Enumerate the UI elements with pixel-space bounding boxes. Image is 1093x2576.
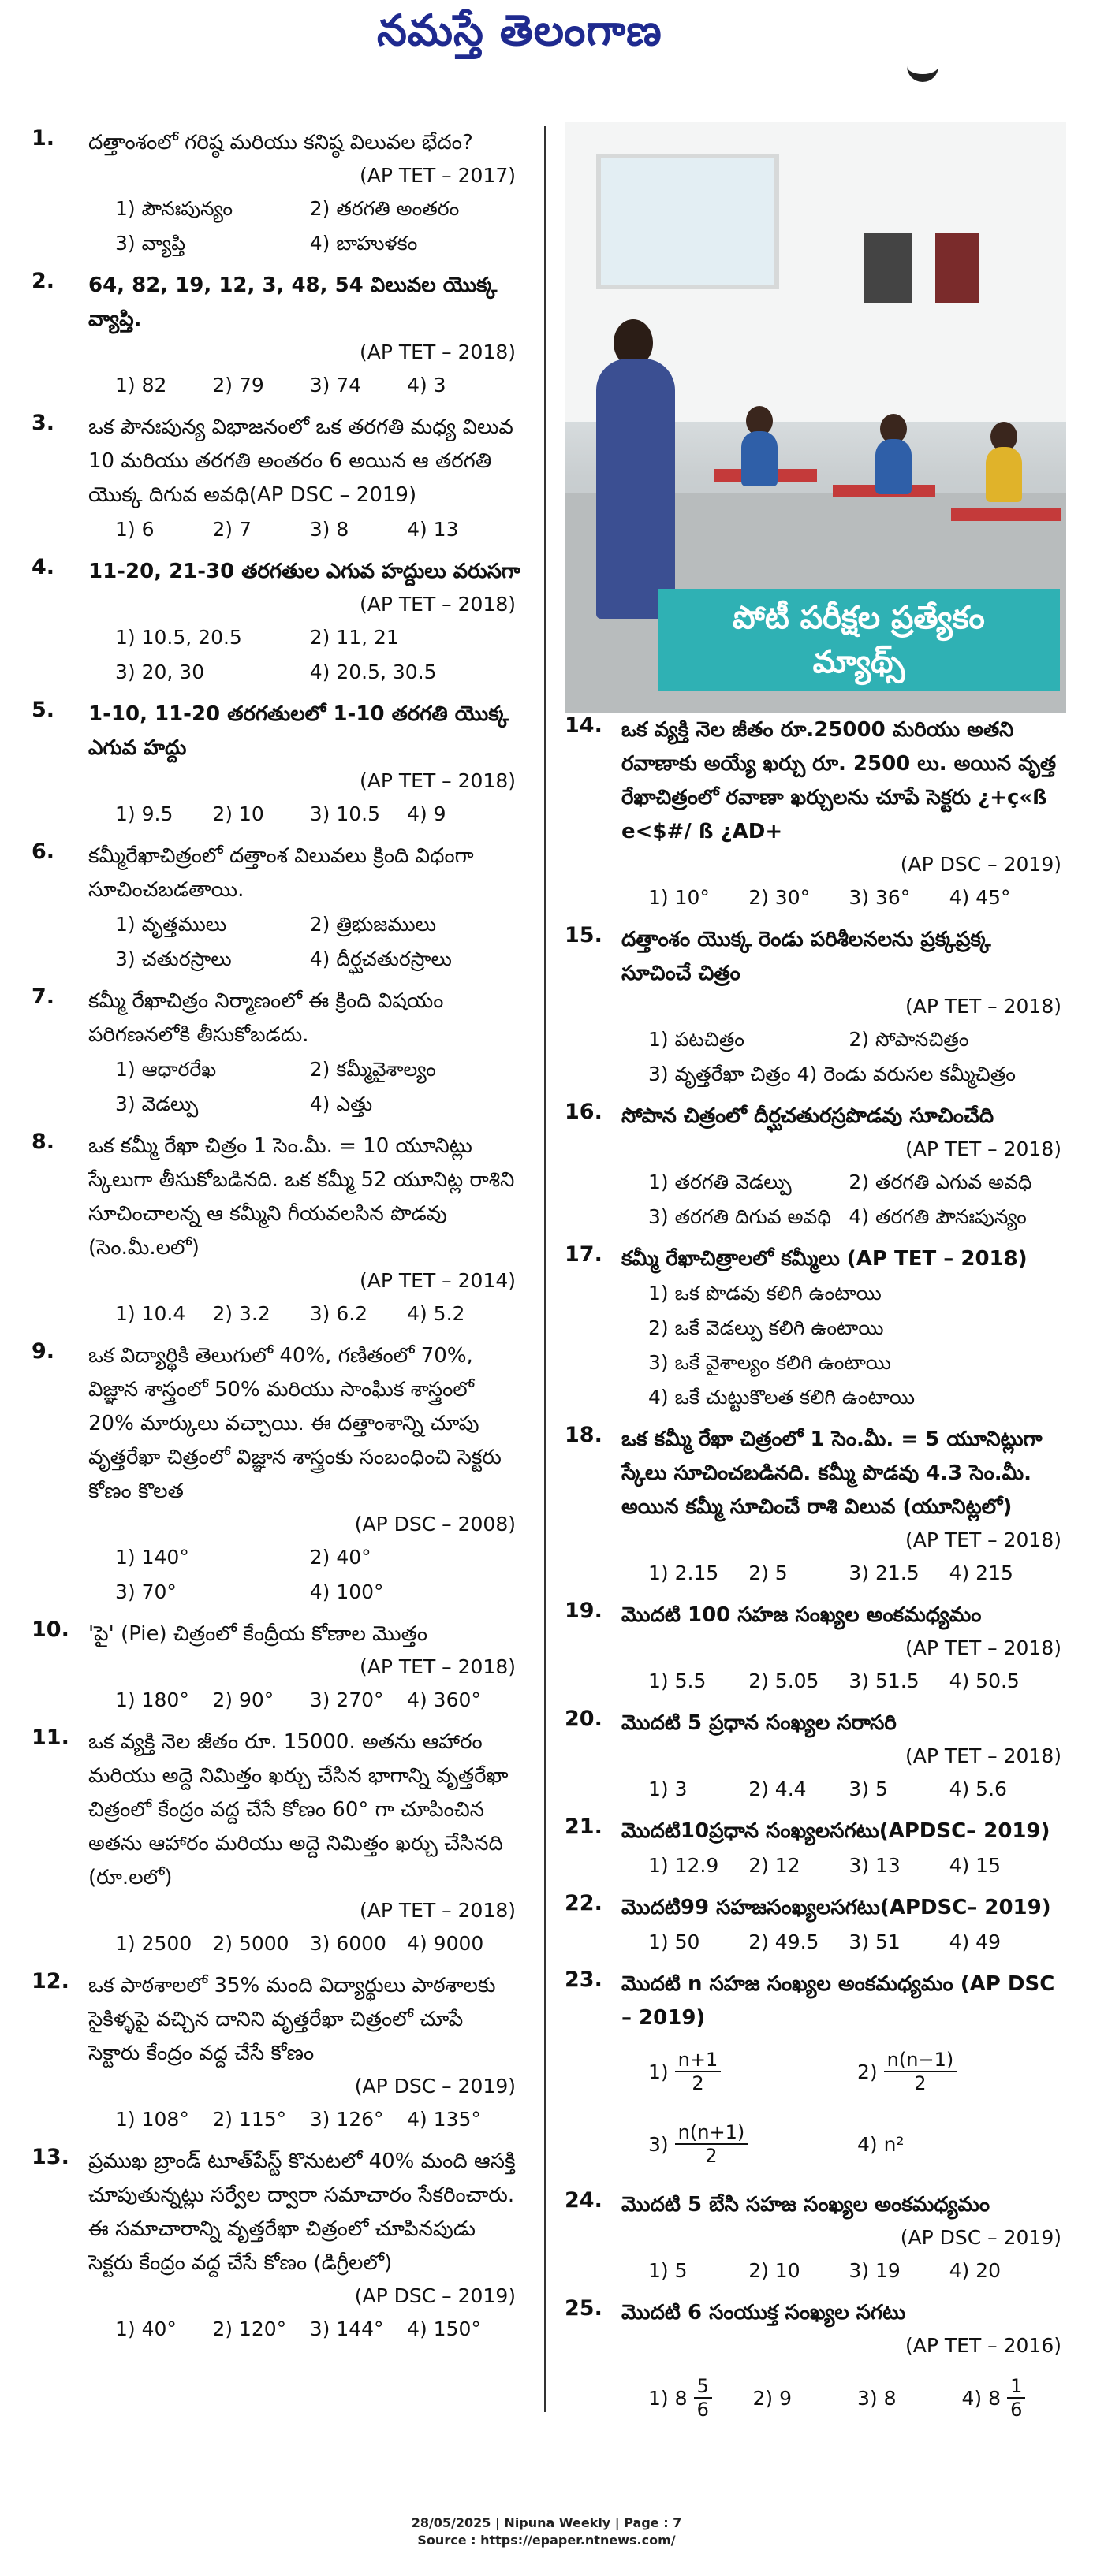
question-item	[565, 1815, 1066, 1883]
option: 4) ఒకే చుట్టుకొలత కలిగి ఉంటాయి	[648, 1386, 916, 1409]
option: 4) 50.5	[949, 1670, 1020, 1692]
question-number: 22.	[565, 1891, 602, 1915]
question-options	[88, 2102, 520, 2137]
question-item	[32, 411, 520, 547]
question-number: 9.	[32, 1339, 55, 1364]
option: 3) వృత్తరేఖా చిత్రం 4) రెండు వరుసల కమ్మీచిత్రం	[648, 1063, 1016, 1085]
option: 1) 6	[115, 518, 155, 541]
option: 1) 10.4	[115, 1302, 186, 1325]
question-stem: దత్తాంశంలో గరిష్ఠ మరియు కనిష్ఠ విలువల భేదం?	[88, 131, 473, 154]
question-options	[88, 192, 520, 261]
page-footer	[0, 2515, 1093, 2549]
question-options	[88, 797, 520, 832]
option: 3) 126°	[309, 2108, 384, 2131]
question-source: (AP TET – 2018)	[360, 593, 516, 616]
question-body	[88, 1617, 520, 1718]
question-item	[32, 985, 520, 1122]
page-corner-mark	[907, 54, 938, 82]
question-body	[88, 411, 520, 547]
question-stem: ఒక విద్యార్థికి తెలుగులో 40%, గణితంలో 70%, విజ్ఞాన శాస్త్రంలో 50% మరియు సాంఘిక శాస్త్రంలో 20% మార్కులు వచ్చాయి. ఈ దత్తాంశాన్ని చూపు వృత్తరేఖా చిత్రంలో విజ్ఞాన శాస్త్రంకు సంబంధించి సెక్టరు కోణం కొలత	[88, 1344, 502, 1503]
option-label: 1)	[648, 2386, 669, 2410]
option: 1) 180°	[115, 1688, 189, 1711]
question-options	[88, 1926, 520, 1961]
question-item	[565, 1599, 1066, 1699]
option: 4) 49	[949, 1930, 1001, 1953]
question-24	[565, 2188, 1066, 2288]
option: 2) 5	[748, 1562, 788, 1584]
option: 3) 20, 30	[115, 661, 205, 683]
question-body	[88, 269, 520, 403]
question-item	[565, 1242, 1066, 1415]
question-source: (AP TET – 2018)	[905, 995, 1061, 1018]
option: 4) 3	[407, 374, 446, 396]
photo-student	[986, 447, 1022, 502]
question-number: 25.	[565, 2296, 602, 2321]
question-stem: ఒక పాఠశాలలో 35% మంది విద్యార్థులు పాఠశాలకు సైకిళ్ళపై వచ్చిన దానిని వృత్తరేఖా చిత్రంలో చూపే సెక్టారు కేంద్రం వద్ద చేసే కోణం	[88, 1974, 496, 2065]
question-body	[621, 1707, 1066, 1807]
question-stem: ఒక కమ్మీ రేఖా చిత్రంలో 1 సెం.మీ. = 5 యూనిట్లుగా స్కేలు సూచించబడినది. కమ్మీ పొడవు 4.3 సెం.మీ. అయిన కమ్మీ సూచించే రాశి విలువ (యూనిట్లలో)	[621, 1428, 1043, 1519]
option-text: 3) 8	[857, 2386, 897, 2410]
fraction	[1007, 2375, 1025, 2421]
question-stem: కమ్మీరేఖాచిత్రంలో దత్తాంశ విలువలు క్రింది విధంగా సూచించబడతాయి.	[88, 844, 474, 902]
question-body	[621, 1599, 1066, 1699]
question-stem: మొదటి99 సహజసంఖ్యలసగటు(APDSC– 2019)	[621, 1896, 1051, 1919]
option: 1) 12.9	[648, 1854, 719, 1877]
option: 3) 13	[849, 1854, 901, 1877]
question-options	[621, 2362, 1066, 2434]
fraction-denominator: 6	[696, 2399, 709, 2421]
question-number: 13.	[32, 2145, 69, 2169]
option: 2) కమ్మీవైశాల్యం	[309, 1058, 436, 1081]
option: 4) ఎత్తు	[309, 1093, 373, 1115]
question-number: 1.	[32, 126, 55, 151]
photo-student	[875, 439, 912, 494]
option	[648, 2108, 857, 2180]
question-25	[565, 2296, 1066, 2434]
question-stem: దత్తాంశం యొక్క రెండు పరిశీలనలను ప్రక్కప్రక్క సూచించే చిత్రం	[621, 928, 991, 985]
mixed-whole: 8	[988, 2386, 1002, 2410]
option: 2) 10	[212, 802, 264, 825]
option: 2) 49.5	[748, 1930, 819, 1953]
question-options	[88, 512, 520, 547]
question-source: (AP TET – 2017)	[360, 164, 516, 187]
question-source: (AP DSC – 2019)	[900, 2226, 1061, 2249]
section-banner	[658, 589, 1060, 691]
question-item	[565, 1423, 1066, 1591]
question-source: (AP DSC – 2008)	[354, 1513, 516, 1536]
question-body	[88, 126, 520, 261]
question-number: 18.	[565, 1423, 602, 1447]
option: 3) వెడల్పు	[115, 1093, 199, 1115]
question-stem: కమ్మీ రేఖాచిత్రాలలో కమ్మీలు (AP TET – 2018)	[621, 1247, 1028, 1271]
question-number: 8.	[32, 1130, 55, 1154]
question-options	[88, 620, 520, 690]
option: 4) 13	[407, 518, 459, 541]
mixed-whole: 8	[674, 2386, 688, 2410]
classroom-photo	[565, 122, 1066, 713]
question-body	[621, 2296, 1066, 2434]
option: 3) 36°	[849, 886, 911, 909]
question-stem: ప్రముఖ బ్రాండ్ టూత్‌పేస్ట్ కొనుటలో 40% మంది ఆసక్తి చూపుతున్నట్లు సర్వేల ద్వారా సమాచారం సేకరించారు. ఈ సమాచారాన్ని వృత్తరేఖా చిత్రంలో చూపినపుడు సెక్టరు కేంద్రం వద్ద చేసే కోణం (డిగ్రీలలో)	[88, 2150, 516, 2275]
option-text: n²	[883, 2132, 905, 2156]
option: 2) 5000	[212, 1932, 289, 1955]
option: 4) 360°	[407, 1688, 481, 1711]
option-text: 2) 9	[752, 2386, 793, 2410]
question-number: 17.	[565, 1242, 602, 1267]
question-source: (AP DSC – 2019)	[354, 2284, 516, 2307]
question-stem: మొదటి 100 సహజ సంఖ్యల అంకమధ్యమం	[621, 1603, 982, 1627]
question-body	[88, 1725, 520, 1961]
question-stem: 1-10, 11-20 తరగతులలో 1-10 తరగతి యొక్క ఎగువ హద్దు	[88, 702, 509, 760]
question-source: (AP TET – 2016)	[905, 2334, 1061, 2357]
option: 4) 5.6	[949, 1778, 1007, 1800]
option: 3) 6000	[309, 1932, 386, 1955]
question-source: (AP DSC – 2019)	[354, 2075, 516, 2098]
newspaper-logo: నమస్తే తెలంగాణ	[377, 5, 662, 55]
option	[857, 2108, 1066, 2180]
question-options	[621, 1165, 1066, 1234]
question-stem: మొదటి10ప్రధాన సంఖ్యలసగటు(APDSC– 2019)	[621, 1819, 1050, 1843]
question-stem: మొదటి 6 సంయుక్త సంఖ్యల సగటు	[621, 2301, 906, 2325]
question-stem: 11-20, 21-30 తరగతుల ఎగువ హద్దులు వరుసగా	[88, 560, 520, 583]
option-label: 4)	[857, 2132, 878, 2156]
question-number: 15.	[565, 923, 602, 947]
option: 4) దీర్ఘచతురస్రాలు	[309, 947, 452, 970]
option: 3) 10.5	[309, 802, 380, 825]
option	[753, 2362, 858, 2434]
question-number: 10.	[32, 1617, 69, 1642]
photo-poster	[935, 233, 979, 303]
question-item	[565, 1100, 1066, 1234]
option: 3) ఒకే వైశాల్యం కలిగి ఉంటాయి	[648, 1351, 891, 1374]
question-item	[32, 1617, 520, 1718]
photo-teacher	[596, 359, 675, 619]
option: 1) 5	[648, 2259, 688, 2282]
option: 2) 90°	[212, 1688, 274, 1711]
question-source: (AP TET – 2018)	[905, 1744, 1061, 1767]
fraction-denominator: 2	[692, 2072, 704, 2094]
question-body	[88, 2145, 520, 2347]
question-body	[88, 555, 520, 690]
option: 2) త్రిభుజములు	[309, 913, 437, 936]
question-options	[621, 1664, 1066, 1699]
option: 1) వృత్తములు	[115, 913, 227, 936]
question-stem: మొదటి 5 బేసి సహజ సంఖ్యల అంకమధ్యమం	[621, 2193, 990, 2217]
question-source: (AP TET – 2014)	[360, 1269, 516, 1292]
option: 3) 21.5	[849, 1562, 920, 1584]
option: 4) 215	[949, 1562, 1013, 1584]
question-body	[88, 1969, 520, 2137]
question-item	[32, 1969, 520, 2137]
question-source: (AP TET – 2018)	[360, 1899, 516, 1922]
option: 3) 70°	[115, 1580, 177, 1603]
option	[962, 2362, 1067, 2434]
question-stem: సోపాన చిత్రంలో దీర్ఘచతురస్రపొడవు సూచించేది	[621, 1104, 994, 1128]
question-number: 16.	[565, 1100, 602, 1124]
option: 4) 15	[949, 1854, 1001, 1877]
fraction-numerator: 1	[1007, 2375, 1025, 2399]
option: 4) బాహుళకం	[309, 232, 418, 255]
option: 2) 7	[212, 518, 252, 541]
option: 2) 79	[212, 374, 264, 396]
option: 2) 10	[748, 2259, 800, 2282]
option: 1) 10.5, 20.5	[115, 626, 242, 649]
question-source: (AP TET – 2018)	[360, 1655, 516, 1678]
question-options	[88, 368, 520, 403]
option: 4) 9	[407, 802, 446, 825]
fraction-numerator: n(n+1)	[675, 2121, 748, 2145]
option: 3) 74	[309, 374, 362, 396]
question-options	[621, 1022, 1066, 1092]
option: 3) 51	[849, 1930, 901, 1953]
question-item	[32, 269, 520, 403]
question-item	[32, 1725, 520, 1961]
option: 3) 6.2	[309, 1302, 368, 1325]
question-number: 23.	[565, 1967, 602, 1992]
option: 4) 150°	[407, 2317, 481, 2340]
footer-source-line: Source : https://epaper.ntnews.com/	[417, 2533, 676, 2548]
option: 4) 20	[949, 2259, 1001, 2282]
question-body	[621, 1100, 1066, 1234]
option: 2) 3.2	[212, 1302, 270, 1325]
column-divider	[544, 126, 546, 2412]
option: 4) 135°	[407, 2108, 481, 2131]
question-stem: మొదటి 5 ప్రధాన సంఖ్యల సరాసరి	[621, 1711, 897, 1735]
question-number: 14.	[565, 713, 602, 738]
question-stem: కమ్మీ రేఖాచిత్రం నిర్మాణంలో ఈ క్రింది విషయం పరిగణనలోకి తీసుకోబడదు.	[88, 989, 444, 1047]
question-item	[32, 2145, 520, 2347]
option-label: 2)	[857, 2060, 878, 2083]
option: 3) వ్యాప్తి	[115, 232, 186, 255]
option: 1) 3	[648, 1778, 688, 1800]
photo-poster	[864, 233, 912, 303]
option	[648, 2362, 753, 2434]
question-number: 4.	[32, 555, 55, 579]
option: 1) పౌనఃపున్యం	[115, 197, 233, 220]
option: 2) తరగతి అంతరం	[309, 197, 460, 220]
option: 1) ఆధారరేఖ	[115, 1058, 217, 1081]
question-source: (AP TET – 2018)	[360, 769, 516, 792]
option: 1) పటచిత్రం	[648, 1028, 744, 1051]
option: 4) తరగతి పౌనఃపున్యం	[849, 1205, 1027, 1228]
question-options	[621, 880, 1066, 915]
option: 3) 5	[849, 1778, 888, 1800]
question-options	[88, 1540, 520, 1610]
option: 2) 5.05	[748, 1670, 819, 1692]
option: 2) 115°	[212, 2108, 287, 2131]
option: 1) 40°	[115, 2317, 177, 2340]
fraction	[884, 2049, 957, 2094]
option: 4) 9000	[407, 1932, 484, 1955]
question-number: 5.	[32, 698, 55, 722]
question-item	[32, 839, 520, 977]
question-item	[565, 1707, 1066, 1807]
option: 3) 270°	[309, 1688, 384, 1711]
question-body	[621, 1815, 1066, 1883]
question-item	[565, 923, 1066, 1092]
question-number: 20.	[565, 1707, 602, 1731]
question-options	[88, 1052, 520, 1122]
question-options	[88, 1683, 520, 1718]
question-options	[621, 1556, 1066, 1591]
option: 3) చతురస్రాలు	[115, 947, 232, 970]
photo-window	[596, 154, 779, 289]
question-number: 7.	[32, 985, 55, 1009]
question-options	[621, 2035, 1066, 2180]
masthead	[0, 0, 1093, 71]
option: 1) 108°	[115, 2108, 189, 2131]
option: 3) తరగతి దిగువ అవధి	[648, 1205, 831, 1228]
option: 1) 82	[115, 374, 167, 396]
option: 2) 120°	[212, 2317, 287, 2340]
question-number: 6.	[32, 839, 55, 864]
question-options	[621, 1772, 1066, 1807]
option: 3) 8	[309, 518, 349, 541]
question-stem: మొదటి n సహజ సంఖ్యల అంకమధ్యమం (AP DSC – 2019)	[621, 1972, 1055, 2030]
option	[857, 2362, 962, 2434]
question-item	[565, 1891, 1066, 1960]
question-body	[621, 713, 1066, 915]
question-number: 21.	[565, 1815, 602, 1839]
fraction-numerator: n(n−1)	[884, 2049, 957, 2072]
question-body	[621, 1242, 1066, 1415]
question-source: (AP DSC – 2019)	[900, 853, 1061, 876]
option: 2) 12	[748, 1854, 800, 1877]
option-label: 1)	[648, 2060, 669, 2083]
question-options	[621, 1848, 1066, 1883]
question-options	[621, 2254, 1066, 2288]
fraction	[675, 2049, 722, 2094]
question-source: (AP TET – 2018)	[905, 1636, 1061, 1659]
fraction-denominator: 2	[705, 2145, 718, 2167]
question-body	[621, 1967, 1066, 2180]
option: 1) 10°	[648, 886, 710, 909]
option: 1) ఒక పొడవు కలిగి ఉంటాయి	[648, 1282, 882, 1305]
question-options	[621, 1925, 1066, 1960]
question-stem: ఒక పౌనఃపున్య విభాజనంలో ఒక తరగతి మధ్య విలువ 10 మరియు తరగతి అంతరం 6 అయిన ఆ తరగతి యొక్క దిగువ అవధి(AP DSC – 2019)	[88, 415, 513, 507]
question-item	[32, 555, 520, 690]
fraction-denominator: 2	[914, 2072, 927, 2094]
question-item	[565, 713, 1066, 915]
question-number: 2.	[32, 269, 55, 293]
question-body	[88, 839, 520, 977]
question-options	[88, 907, 520, 977]
question-item	[32, 126, 520, 261]
question-source: (AP TET – 2018)	[905, 1137, 1061, 1160]
question-stem: 64, 82, 19, 12, 3, 48, 54 విలువల యొక్క వ్యాప్తి.	[88, 274, 498, 331]
question-number: 12.	[32, 1969, 69, 1993]
option: 2) 11, 21	[309, 626, 399, 649]
question-body	[621, 1891, 1066, 1960]
question-body	[88, 698, 520, 832]
option-label: 4)	[961, 2386, 983, 2410]
photo-desk	[951, 508, 1061, 521]
option: 4) 45°	[949, 886, 1011, 909]
question-body	[88, 1339, 520, 1610]
option: 2) 40°	[309, 1546, 371, 1569]
fraction-numerator: n+1	[675, 2049, 722, 2072]
question-stem: ఒక వ్యక్తి నెల జీతం రూ.25000 మరియు అతని రవాణాకు అయ్యే ఖర్చు రూ. 2500 లు. అయిన వృత్త రేఖాచిత్రంలో రవాణా ఖర్చులను చూపే సెక్టరు ¿+ç«ß e<$#/ ß ¿AD+	[621, 718, 1057, 843]
question-options	[88, 1297, 520, 1331]
option	[857, 2035, 1066, 2108]
fraction-numerator: 5	[694, 2375, 712, 2399]
question-body	[621, 1423, 1066, 1591]
question-source: (AP TET – 2018)	[360, 341, 516, 363]
option: 4) 100°	[309, 1580, 384, 1603]
question-options	[88, 2312, 520, 2347]
option: 3) 51.5	[849, 1670, 920, 1692]
option: 2) 30°	[748, 886, 811, 909]
option: 1) 9.5	[115, 802, 173, 825]
option: 2) ఒకే వెడల్పు కలిగి ఉంటాయి	[648, 1316, 884, 1339]
banner-subject: మ్యాథ్స్	[812, 644, 905, 680]
question-23	[565, 1967, 1066, 2180]
question-body	[88, 985, 520, 1122]
option: 1) తరగతి వెడల్పు	[648, 1171, 792, 1193]
question-item	[32, 1339, 520, 1610]
option: 1) 2.15	[648, 1562, 719, 1584]
question-item	[32, 698, 520, 832]
question-stem: ఒక కమ్మీ రేఖా చిత్రం 1 సెం.మీ. = 10 యూనిట్లు స్కేలుగా తీసుకోబడినది. ఒక కమ్మీ 52 యూనిట్ల రాశిని సూచించాలన్న ఆ కమ్మీని గీయవలసిన పొడవు (సెం.మీ.లలో)	[88, 1134, 515, 1260]
option: 1) 140°	[115, 1546, 189, 1569]
option: 2) 4.4	[748, 1778, 807, 1800]
option: 2) సోపానచిత్రం	[849, 1028, 969, 1051]
question-number: 11.	[32, 1725, 69, 1750]
question-number: 19.	[565, 1599, 602, 1623]
option: 1) 2500	[115, 1932, 192, 1955]
question-item	[32, 1130, 520, 1331]
banner-title: పోటీ పరీక్షల ప్రత్యేకం	[733, 600, 985, 636]
question-body	[621, 923, 1066, 1092]
option: 1) 5.5	[648, 1670, 707, 1692]
option	[648, 2035, 857, 2108]
option: 4) 20.5, 30.5	[309, 661, 437, 683]
option: 3) 144°	[309, 2317, 384, 2340]
question-source: (AP TET – 2018)	[905, 1528, 1061, 1551]
question-options	[621, 1276, 1066, 1415]
option: 1) 50	[648, 1930, 700, 1953]
fraction-denominator: 6	[1010, 2399, 1023, 2421]
question-number: 3.	[32, 411, 55, 435]
photo-student	[741, 431, 778, 486]
question-stem: 'పై' (Pie) చిత్రంలో కేంద్రీయ కోణాల మొత్తం	[88, 1622, 428, 1646]
right-question-list	[565, 713, 1066, 1960]
question-number: 24.	[565, 2188, 602, 2213]
question-body	[621, 2188, 1066, 2288]
option: 4) 5.2	[407, 1302, 465, 1325]
option-label: 3)	[648, 2132, 669, 2156]
fraction	[675, 2121, 748, 2167]
question-body	[88, 1130, 520, 1331]
option: 3) 19	[849, 2259, 901, 2282]
option: 2) తరగతి ఎగువ అవధి	[849, 1171, 1032, 1193]
question-stem: ఒక వ్యక్తి నెల జీతం రూ. 15000. అతను ఆహారం మరియు అద్దె నిమిత్తం ఖర్చు చేసిన భాగాన్ని వృత్తరేఖా చిత్రంలో కేంద్రం వద్ద చేసే కోణం 60° గా చూపించిన అతను ఆహారం మరియు అద్దె నిమిత్తం ఖర్చు చేసినది (రూ.లలో)	[88, 1730, 509, 1889]
fraction	[694, 2375, 712, 2421]
right-column	[565, 713, 1066, 2442]
footer-issue-line: 28/05/2025 | Nipuna Weekly | Page : 7	[411, 2515, 682, 2530]
left-column	[32, 126, 520, 2355]
